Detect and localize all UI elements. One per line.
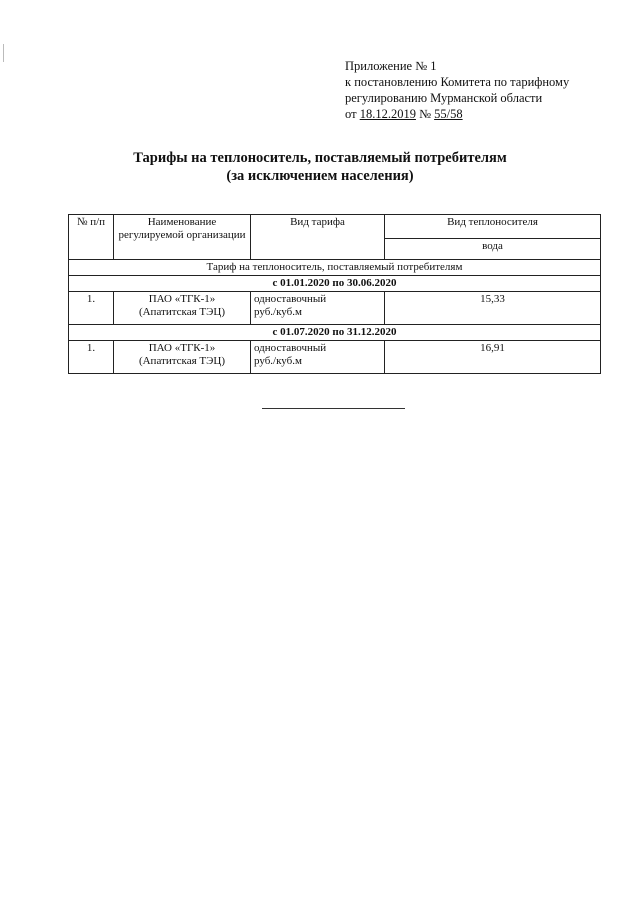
tariff-type: одноставочный — [254, 342, 327, 354]
table-header-row — [69, 215, 601, 239]
period-row — [69, 325, 601, 341]
scan-margin-mark — [3, 44, 6, 62]
org-name: ПАО «ТГК-1» — [148, 342, 216, 354]
appendix-date: 18.12.2019 — [359, 107, 416, 121]
org-plant: (Апатитская ТЭЦ) — [138, 306, 226, 318]
row-num: 1. — [69, 341, 114, 374]
header-carrier: Вид теплоносителя — [385, 215, 601, 239]
document-title — [0, 149, 640, 185]
table-row — [69, 341, 601, 374]
row-org — [114, 292, 251, 325]
appendix-date-line — [345, 106, 569, 122]
org-name: ПАО «ТГК-1» — [148, 293, 216, 305]
period-label: с 01.01.2020 по 30.06.2020 — [69, 276, 601, 292]
header-org: Наименование регулируемой организации — [114, 215, 251, 260]
appendix-line-3: регулированию Мурманской области — [345, 91, 543, 105]
row-tariff-type — [251, 341, 385, 374]
org-plant: (Апатитская ТЭЦ) — [138, 355, 226, 367]
header-tariff-type: Вид тарифа — [251, 215, 385, 260]
tariff-type: одноставочный — [254, 293, 327, 305]
end-divider — [262, 408, 405, 409]
appendix-line-2: к постановлению Комитета по тарифному — [345, 75, 570, 89]
section-row — [69, 260, 601, 276]
period-row — [69, 276, 601, 292]
row-tariff-type — [251, 292, 385, 325]
appendix-number: 55/58 — [434, 107, 463, 121]
title-line-2: (за исключением населения) — [226, 168, 414, 184]
tariff-unit: руб./куб.м — [254, 355, 302, 367]
appendix-prefix: от — [345, 107, 357, 121]
title-line-1: Тарифы на теплоноситель, поставляемый потребителям — [133, 150, 507, 166]
tariff-table — [68, 214, 601, 374]
tariff-unit: руб./куб.м — [254, 306, 302, 318]
row-value: 16,91 — [385, 341, 601, 374]
period-label: с 01.07.2020 по 31.12.2020 — [69, 325, 601, 341]
header-carrier-sub: вода — [385, 239, 601, 260]
header-num: № п/п — [69, 215, 114, 260]
appendix-number-label: № — [419, 107, 431, 121]
appendix-block — [345, 58, 569, 122]
table-row — [69, 292, 601, 325]
row-num: 1. — [69, 292, 114, 325]
row-value: 15,33 — [385, 292, 601, 325]
row-org — [114, 341, 251, 374]
appendix-line-1: Приложение № 1 — [345, 59, 437, 73]
section-title: Тариф на теплоноситель, поставляемый потребителям — [69, 260, 601, 276]
